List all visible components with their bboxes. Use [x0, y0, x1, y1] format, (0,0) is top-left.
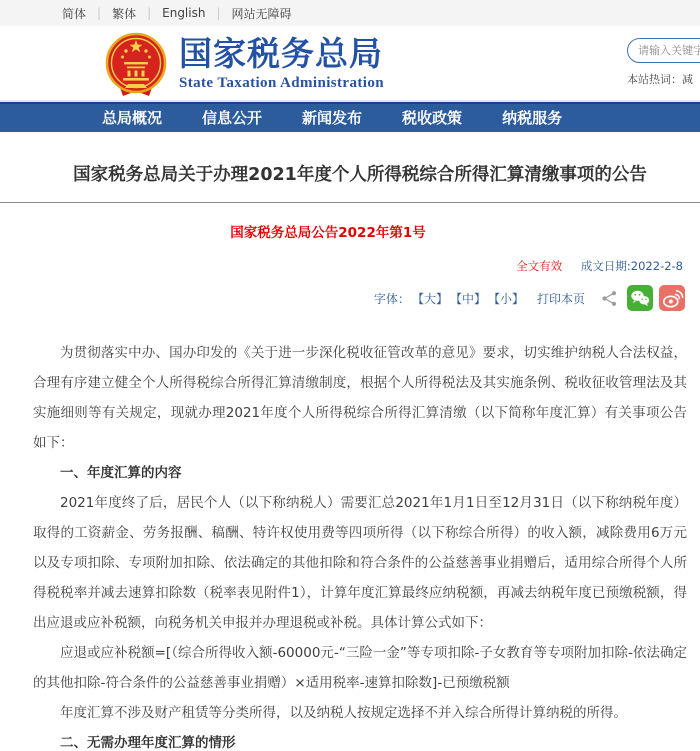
- main-nav: [0, 102, 700, 132]
- paragraph: 年度汇算不涉及财产租赁等分类所得，以及纳税人按规定选择不并入综合所得计算纳税的所得。: [60, 705, 627, 721]
- section-heading-2: 二、无需办理年度汇算的情形: [60, 735, 236, 751]
- national-emblem-icon[interactable]: [103, 32, 169, 100]
- separator: |: [216, 6, 221, 20]
- nav-item-tax-service[interactable]: 纳税服务: [502, 109, 563, 127]
- status-row: [33, 259, 687, 274]
- divider: [0, 202, 700, 203]
- paragraph: 为贯彻落实中办、国办印发的《关于进一步深化税收征管改革的意见》要求，切实维护纳税人合法权益，合理有序建立健全个人所得税综合所得汇算清缴制度，根据个人所得税法及其实施条例、税收征收管理法及其实施细则等有关规定，现就办理2021年度个人所得税综合所得汇算清缴（以下简称年度汇算）有关事项公告如下：: [33, 345, 687, 451]
- separator: |: [147, 6, 152, 20]
- hot-word-link[interactable]: 减: [682, 73, 693, 86]
- site-name-cn: 国家税务总局: [179, 34, 383, 73]
- site-title: [179, 35, 384, 92]
- section-heading-1: 一、年度汇算的内容: [60, 465, 182, 481]
- tools-row: [33, 285, 687, 311]
- site-name-en: State Taxation Administration: [179, 75, 384, 91]
- article: [0, 162, 700, 751]
- weibo-icon[interactable]: [659, 285, 685, 311]
- document-date: 成文日期:2022-2-8: [580, 259, 683, 273]
- nav-item-overview[interactable]: 总局概况: [102, 109, 163, 127]
- article-title: 国家税务总局关于办理2021年度个人所得税综合所得汇算清缴事项的公告: [73, 165, 647, 185]
- print-button[interactable]: 打印本页: [536, 291, 585, 306]
- topbar-link-english[interactable]: English: [162, 6, 206, 20]
- paragraph: 2021年度终了后，居民个人（以下称纳税人）需要汇总2021年1月1日至12月31日（以下称纳税年度）取得的工资薪金、劳务报酬、稿酬、特许权使用费等四项所得（以下称综合所得）的收入额，减除费用6万元以及专项扣除、专项附加扣除、依法确定的其他扣除和符合条件的公益慈善事业捐赠后，适用综合所得个人所得税税率并减去速算扣除数（税率表见附件1），计算年度汇算最终应纳税额，再减去纳税年度已预缴税额，得出应退或应补税额，向税务机关申报并办理退税或补税。具体计算公式如下：: [33, 495, 687, 631]
- status-badge: 全文有效: [516, 259, 563, 273]
- paragraph-formula: 应退或应补税额=[（综合所得收入额-60000元-“三险一金”等专项扣除-子女教育等专项附加扣除-依法确定的其他扣除-符合条件的公益慈善事业捐赠）×适用税率-速算扣除数]-已预缴税额: [33, 645, 687, 691]
- hot-words-label: 本站热词：: [627, 73, 682, 86]
- search-area: [627, 38, 700, 87]
- nav-item-info-disclosure[interactable]: 信息公开: [202, 109, 263, 127]
- font-medium-button[interactable]: 【中】: [449, 291, 486, 306]
- doc-number: 国家税务总局公告2022年第1号: [230, 225, 426, 241]
- article-body: [33, 338, 687, 751]
- search-input[interactable]: [627, 38, 700, 63]
- separator: |: [97, 6, 102, 20]
- nav-item-tax-policy[interactable]: 税收政策: [402, 109, 463, 127]
- font-small-button[interactable]: 【小】: [487, 291, 524, 306]
- topbar-link-simplified[interactable]: 简体: [62, 6, 87, 21]
- topbar-link-accessibility[interactable]: 网站无障碍: [231, 6, 292, 21]
- font-size-label: 字体：: [373, 291, 410, 306]
- hot-words: [627, 71, 700, 87]
- site-header: [0, 26, 700, 102]
- share-nodes-icon[interactable]: [601, 290, 618, 307]
- topbar: [0, 0, 700, 26]
- font-large-button[interactable]: 【大】: [411, 291, 448, 306]
- wechat-icon[interactable]: [627, 285, 653, 311]
- nav-item-news[interactable]: 新闻发布: [302, 109, 363, 127]
- topbar-link-traditional[interactable]: 繁体: [112, 6, 137, 21]
